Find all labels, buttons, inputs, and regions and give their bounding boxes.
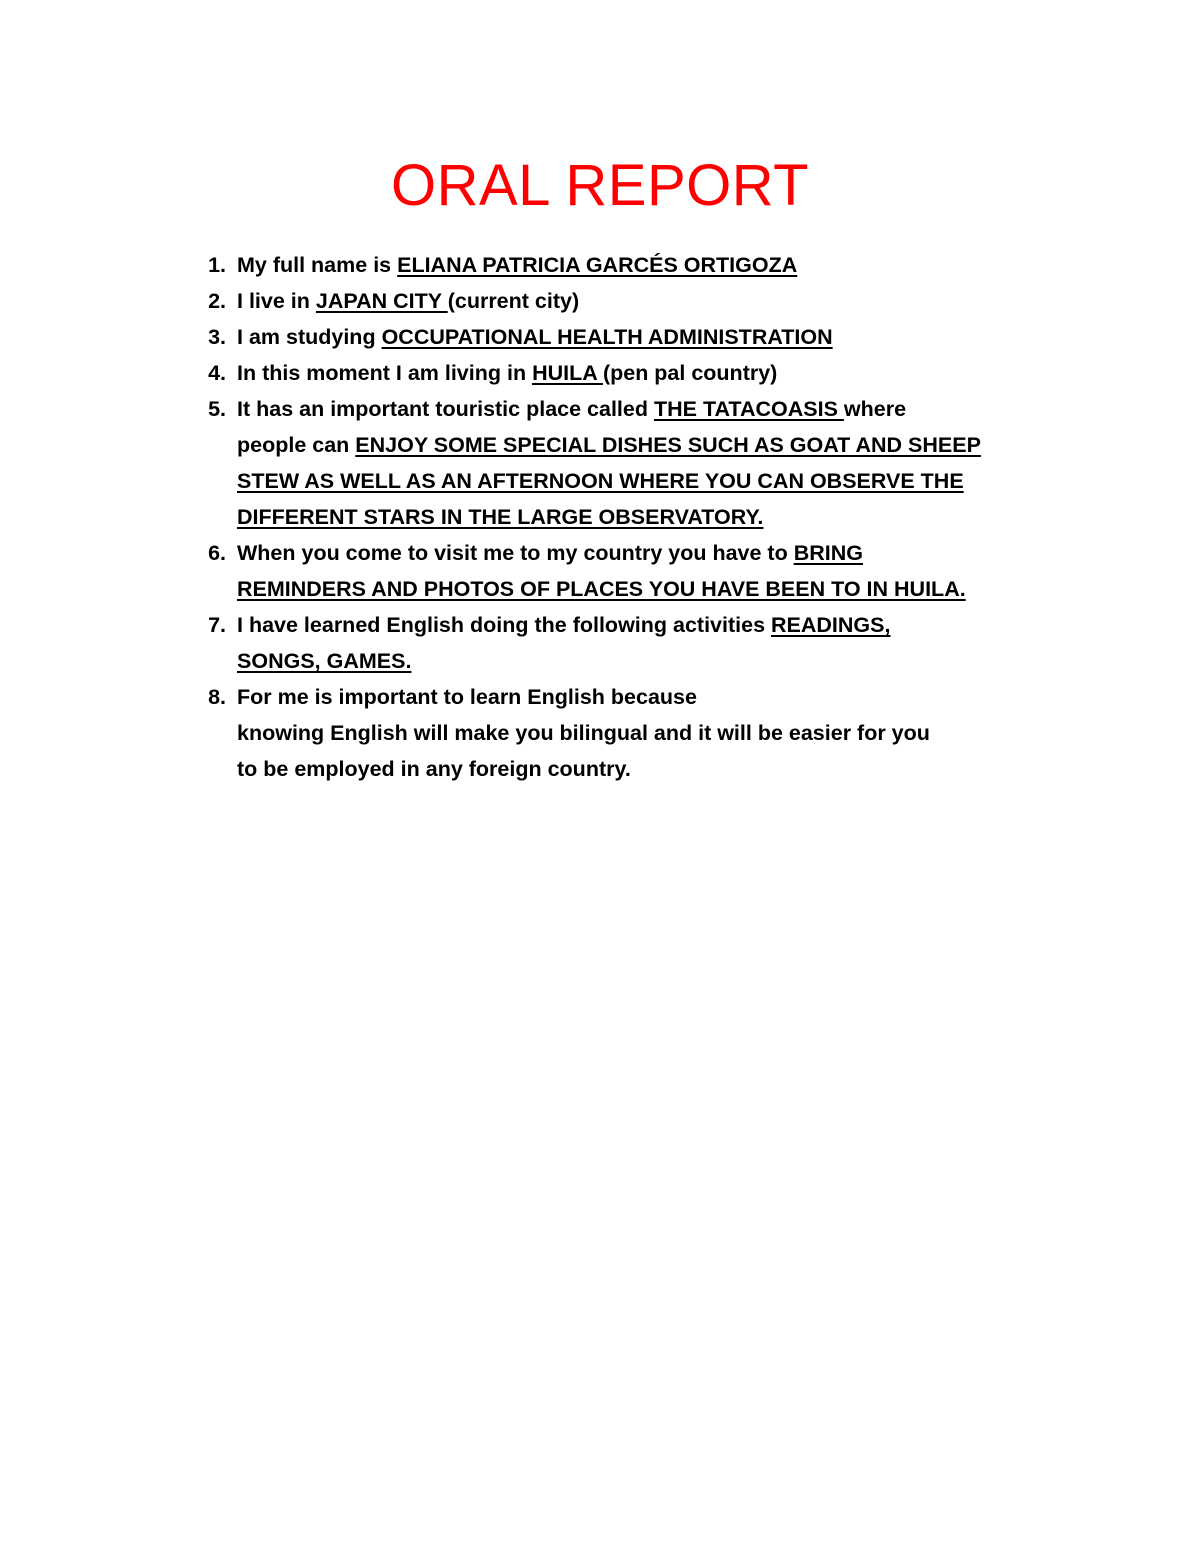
item-text-suffix: (current city) xyxy=(447,289,580,313)
item-text: My full name is xyxy=(237,253,398,277)
item-answer: READINGS, xyxy=(771,613,891,637)
item-text: I am studying xyxy=(237,325,382,349)
list-item xyxy=(196,283,1036,319)
item-number: 8. xyxy=(208,685,226,709)
item-text: knowing English will make you bilingual and it will be easier for you xyxy=(237,721,930,745)
list-item xyxy=(196,319,1036,355)
item-answer: STEW AS WELL AS AN AFTERNOON WHERE YOU CAN OBSERVE THE xyxy=(237,469,964,493)
item-text: In this moment I am living in xyxy=(237,361,533,385)
list-item xyxy=(196,355,1036,391)
item-line xyxy=(237,607,1036,643)
item-text-suffix: (pen pal country) xyxy=(602,361,778,385)
item-answer: DIFFERENT STARS IN THE LARGE OBSERVATORY. xyxy=(237,505,764,529)
item-number: 7. xyxy=(208,613,226,637)
item-line xyxy=(237,391,1036,427)
list-item xyxy=(196,535,1036,607)
item-text: to be employed in any foreign country. xyxy=(237,757,631,781)
item-number: 3. xyxy=(208,325,226,349)
item-answer: REMINDERS AND PHOTOS OF PLACES YOU HAVE BEEN TO IN HUILA. xyxy=(237,577,966,601)
item-answer: HUILA xyxy=(532,361,603,385)
item-answer: ENJOY SOME SPECIAL DISHES SUCH AS GOAT AND SHEEP xyxy=(355,433,981,457)
item-answer: THE TATACOASIS xyxy=(653,397,844,421)
item-answer: OCCUPATIONAL HEALTH ADMINISTRATION xyxy=(381,325,833,349)
list-item xyxy=(196,391,1036,535)
item-text-middle: where xyxy=(843,397,907,421)
item-number: 4. xyxy=(208,361,226,385)
item-answer: BRING xyxy=(793,541,863,565)
list-item xyxy=(196,607,1036,679)
list-item xyxy=(196,247,1036,283)
item-text: When you come to visit me to my country you have to xyxy=(237,541,794,565)
item-number: 1. xyxy=(208,253,226,277)
item-line xyxy=(237,427,1036,463)
item-answer: JAPAN CITY xyxy=(315,289,448,313)
list-item xyxy=(196,679,1036,787)
item-number: 5. xyxy=(208,397,226,421)
item-line xyxy=(237,535,1036,571)
report-list xyxy=(196,247,1036,787)
page-title: ORAL REPORT xyxy=(390,153,810,218)
item-text: I live in xyxy=(237,289,316,313)
item-text: For me is important to learn English because xyxy=(237,685,697,709)
item-number: 6. xyxy=(208,541,226,565)
item-answer: ELIANA PATRICIA GARCÉS ORTIGOZA xyxy=(397,253,798,277)
item-text: I have learned English doing the following activities xyxy=(237,613,772,637)
item-text: people can xyxy=(237,433,356,457)
item-text: It has an important touristic place called xyxy=(237,397,654,421)
item-answer: SONGS, GAMES. xyxy=(237,649,412,673)
item-number: 2. xyxy=(208,289,226,313)
